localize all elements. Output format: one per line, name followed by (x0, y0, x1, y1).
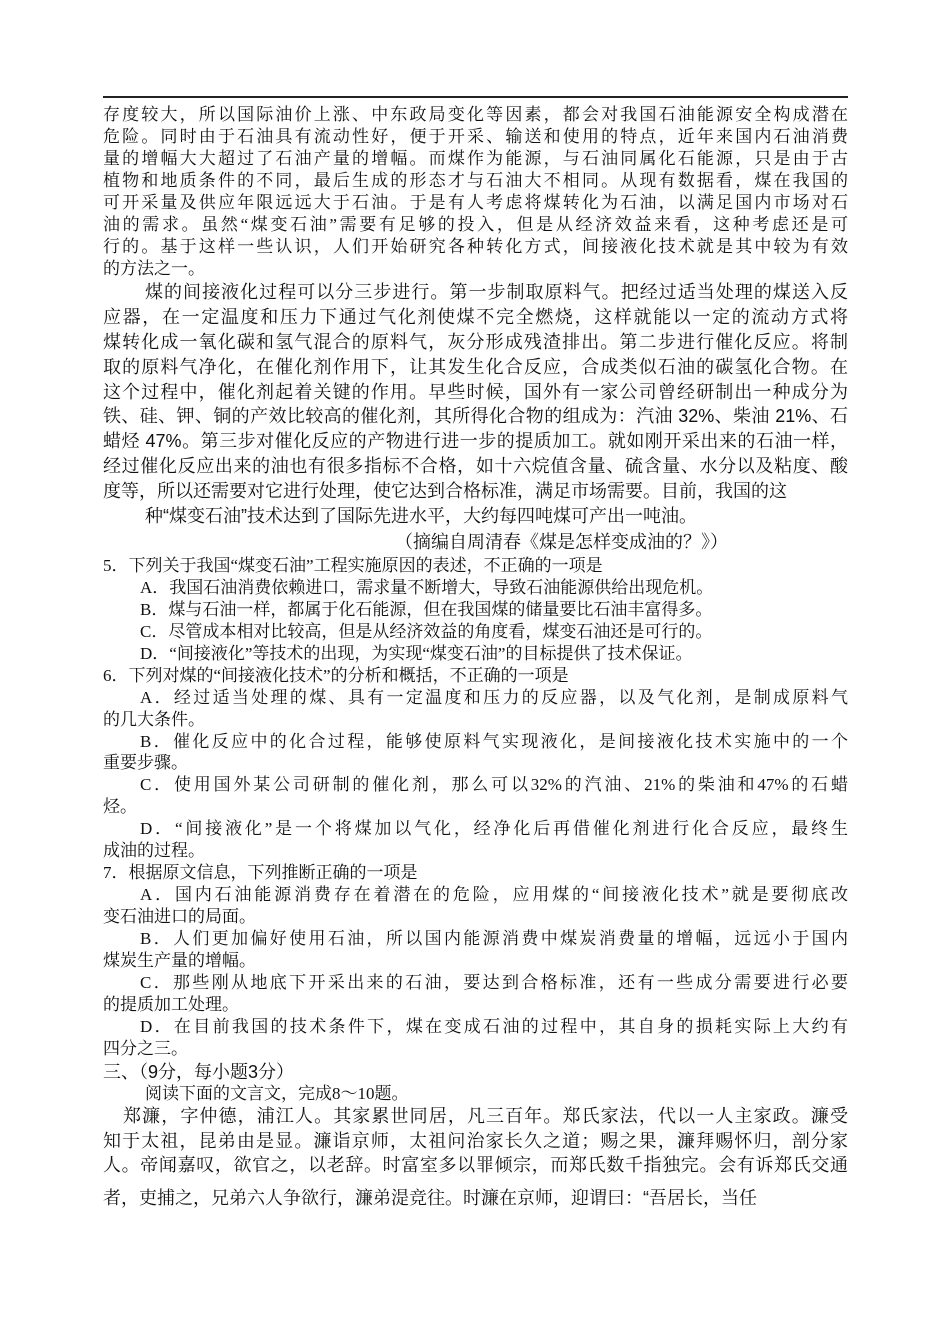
text-line: 煤的间接液化过程可以分三步进行。第一步制取原料气。把经过适当处理的煤送入反 (145, 282, 848, 302)
passage-process (103, 280, 848, 504)
text-line: 种“煤变石油”技术达到了国际先进水平，大约每四吨煤可产出一吨油。 (145, 506, 697, 526)
text-line: 油的需求。虽然“煤变石油”需要有足够的投入，但是从经济效益来看，这种考虑还是可 (103, 215, 848, 234)
text-line: B．人们更加偏好使用石油，所以国内能源消费中煤炭消费量的增幅，远远小于国内 (140, 928, 848, 948)
text-line: C．使用国外某公司研制的催化剂，那么可以32%的汽油、21%的柴油和47%的石蜡 (140, 775, 848, 795)
classical-text (103, 1104, 848, 1178)
text-line: C．尽管成本相对比较高，但是从经济效益的角度看，煤变石油还是可行的。 (140, 621, 713, 641)
text-line: 蜡烃 47%。第三步对催化反应的产物进行进一步的提质加工。就如刚开采出来的石油一样， (103, 431, 848, 452)
classical-text-tail (103, 1185, 848, 1211)
text-line: 煤炭生产量的增幅。 (103, 950, 256, 970)
text-line: 植物和地质条件的不同，最后生成的形态才与石油大不相同。从现有数据看，煤在我国的 (103, 171, 848, 190)
text-line: 的几大条件。 (103, 709, 205, 729)
section3-header (103, 1062, 848, 1105)
passage-process-tail (103, 504, 848, 556)
text-line: 量的增幅大大超过了石油产量的增幅。而煤作为能源，与石油同属化石能源，只是由于古 (103, 149, 848, 168)
section-heading: 三、（9分，每小题3分） (103, 1062, 295, 1082)
header-rule (103, 96, 848, 98)
text-line: 知于太祖，昆弟由是显。濂诣京师，太祖问治家长久之道；赐之果，濂拜赐怀归，剖分家 (103, 1130, 848, 1151)
text-line: C．那些刚从地底下开采出来的石油，要达到合格标准，还有一些成分需要进行必要 (140, 972, 848, 992)
text-line: 应器，在一定温度和压力下通过气化剂使煤不完全燃烧，这样就能以一定的流动方式将 (103, 306, 848, 327)
text-line: 的提质加工处理。 (103, 994, 239, 1014)
text-line: A．我国石油消费依赖进口，需求量不断增大，导致石油能源供给出现危机。 (140, 577, 714, 597)
text-line: 存度较大，所以国际油价上涨、中东政局变化等因素，都会对我国石油能源安全构成潜在 (103, 105, 848, 124)
source-citation: （摘编自周清春《煤是怎样变成油的？》） (395, 532, 728, 552)
text-line: 者，吏捕之，兄弟六人争欲行，濂弟湜竞往。时濂在京师，迎谓曰：“吾居长，当任 (103, 1188, 757, 1208)
text-line: 行的。基于这样一些认识，人们开始研究各种转化方式，间接液化技术就是其中较为有效 (103, 237, 848, 256)
text-line: 取的原料气净化，在催化剂作用下，让其发生化合反应，合成类似石油的碳氢化合物。在 (103, 356, 848, 377)
text-line: 煤转化成一氧化碳和氢气混合的原料气，灰分形成残渣排出。第二步进行催化反应。将制 (103, 331, 848, 352)
text-line: 这个过程中，催化剂起着关键的作用。早些时候，国外有一家公司曾经研制出一种成分为 (103, 381, 848, 402)
text-line: A．经过适当处理的煤、具有一定温度和压力的反应器，以及气化剂，是制成原料气 (140, 687, 848, 707)
text-line: 人。帝闻嘉叹，欲官之，以老辞。时富室多以罪倾宗，而郑氏数千指独完。会有诉郑氏交通 (103, 1155, 848, 1175)
text-line: 变石油进口的局面。 (103, 907, 256, 926)
text-line: 可开采量及供应年限远远大于石油。于是有人考虑将煤转化为石油，以满足国内市场对石 (103, 193, 848, 212)
text-line: D．在目前我国的技术条件下，煤在变成石油的过程中，其自身的损耗实际上大约有 (140, 1016, 848, 1036)
text-line: 危险。同时由于石油具有流动性好，便于开采、输送和使用的特点，近年来国内石油消费 (103, 127, 848, 146)
text-line: 的方法之一。 (103, 259, 205, 278)
text-line: 成油的过程。 (103, 841, 205, 861)
text-line: 5．下列关于我国“煤变石油”工程实施原因的表述，不正确的一项是 (103, 556, 603, 575)
text-line: 6．下列对煤的“间接液化技术”的分析和概括，不正确的一项是 (103, 665, 569, 685)
text-line: D．“间接液化”是一个将煤加以气化，经净化后再借催化剂进行化合反应，最终生 (140, 819, 848, 839)
questions (103, 555, 848, 1060)
section-instruction: 阅读下面的文言文，完成8～10题。 (145, 1084, 409, 1103)
text-line: B．煤与石油一样，都属于化石能源，但在我国煤的储量要比石油丰富得多。 (140, 599, 713, 619)
passage-intro (103, 104, 848, 280)
text-line: 郑濂，字仲德，浦江人。其家累世同居，凡三百年。郑氏家法，代以一人主家政。濂受 (123, 1106, 848, 1126)
text-line: 7．根据原文信息，下列推断正确的一项是 (103, 863, 418, 883)
text-line: A．国内石油能源消费存在着潜在的危险，应用煤的“间接液化技术”就是要彻底改 (140, 885, 848, 905)
text-line: 度等，所以还需要对它进行处理，使它达到合格标准，满足市场需要。目前，我国的这 (103, 481, 787, 502)
text-line: B．催化反应中的化合过程，能够使原料气实现液化，是间接液化技术实施中的一个 (140, 731, 848, 751)
text-line: 四分之三。 (103, 1038, 188, 1058)
text-line: 烃。 (103, 797, 137, 817)
text-line: 铁、硅、钾、铜的产效比较高的催化剂，其所得化合物的组成为：汽油 32%、柴油 21%、石 (103, 406, 848, 427)
text-line: 经过催化反应出来的油也有很多指标不合格，如十六烷值含量、硫含量、水分以及粘度、酸 (103, 456, 848, 477)
text-line: D．“间接液化”等技术的出现，为实现“煤变石油”的目标提供了技术保证。 (140, 643, 693, 663)
text-line: 重要步骤。 (103, 753, 188, 773)
